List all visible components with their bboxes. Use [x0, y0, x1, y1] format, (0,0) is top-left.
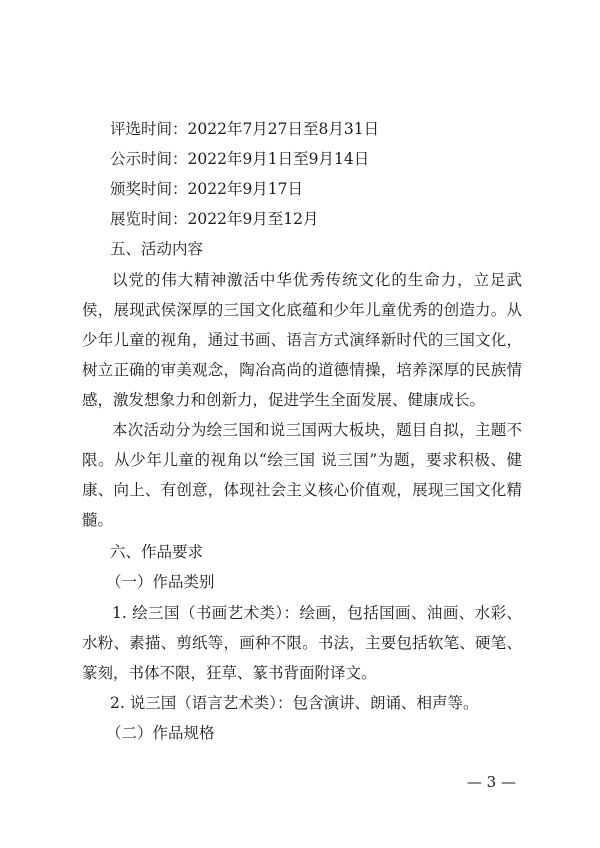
- section-heading: 五、活动内容: [110, 240, 204, 258]
- schedule-line: 颁奖时间：2022年9月17日: [110, 180, 304, 198]
- paragraph-line: 水粉、素描、剪纸等，画种不限。书法，主要包括软笔、硬笔、: [82, 634, 522, 652]
- paragraph-line: 1. 绘三国（书画艺术类）：绘画，包括国画、油画、水彩、: [112, 604, 522, 622]
- schedule-line: 公示时间：2022年9月1日至9月14日: [110, 150, 370, 168]
- section-heading: 六、作品要求: [110, 543, 204, 561]
- paragraph-line: 本次活动分为绘三国和说三国两大板块，题目自拟，主题不: [112, 421, 522, 439]
- paragraph-line: 髓。: [82, 511, 114, 529]
- paragraph-line: 少年儿童的视角，通过书画、语言方式演绎新时代的三国文化，: [82, 331, 522, 349]
- schedule-line: 展览时间：2022年9月至12月: [110, 210, 319, 228]
- subsection-heading: （二）作品规格: [106, 724, 215, 742]
- schedule-line: 评选时间：2022年7月27日至8月31日: [110, 120, 380, 138]
- paragraph-line: 限。从少年儿童的视角以“绘三国 说三国”为题，要求积极、健: [82, 451, 522, 469]
- paragraph-line: 康、向上、有创意，体现社会主义核心价值观，展现三国文化精: [82, 481, 522, 499]
- paragraph-line: 以党的伟大精神激活中华优秀传统文化的生命力，立足武: [112, 271, 522, 289]
- paragraph-line: 树立正确的审美观念，陶冶高尚的道德情操，培养深厚的民族情: [82, 361, 522, 379]
- page-number: — 3 —: [466, 773, 516, 791]
- paragraph-line: 2. 说三国（语言艺术类）：包含演讲、朗诵、相声等。: [110, 694, 479, 712]
- paragraph-line: 篆刻，书体不限，狂草、篆书背面附译文。: [82, 664, 377, 682]
- subsection-heading: （一）作品类别: [106, 573, 215, 591]
- paragraph-line: 侯，展现武侯深厚的三国文化底蕴和少年儿童优秀的创造力。从: [82, 301, 522, 319]
- paragraph-line: 感，激发想象力和创新力，促进学生全面发展、健康成长。: [82, 391, 486, 409]
